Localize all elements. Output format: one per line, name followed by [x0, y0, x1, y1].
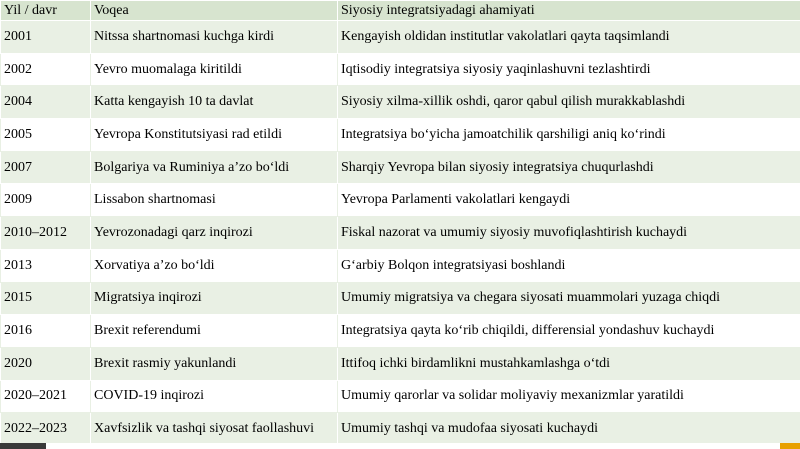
cell-year: 2009 — [1, 184, 91, 217]
header-event: Voqea — [91, 1, 338, 21]
footer-accent-dark — [0, 443, 46, 449]
cell-year: 2022–2023 — [1, 413, 91, 446]
cell-significance: Integratsiya bo‘yicha jamoatchilik qarshiligi aniq ko‘rindi — [338, 119, 800, 152]
cell-year: 2020 — [1, 347, 91, 380]
table-row — [1, 53, 800, 86]
cell-event: Lissabon shartnomasi — [91, 184, 338, 217]
cell-year: 2015 — [1, 282, 91, 315]
cell-year: 2016 — [1, 315, 91, 348]
cell-event: Yevrozonadagi qarz inqirozi — [91, 217, 338, 250]
cell-significance: Ittifoq ichki birdamlikni mustahkamlashga o‘tdi — [338, 347, 800, 380]
cell-year: 2001 — [1, 21, 91, 54]
table-row — [1, 184, 800, 217]
cell-event: Brexit rasmiy yakunlandi — [91, 347, 338, 380]
cell-event: Xavfsizlik va tashqi siyosat faollashuvi — [91, 413, 338, 446]
cell-year: 2020–2021 — [1, 380, 91, 413]
slide-footer-bar — [0, 443, 800, 449]
header-significance: Siyosiy integratsiyadagi ahamiyati — [338, 1, 800, 21]
table-row — [1, 380, 800, 413]
table-row — [1, 413, 800, 446]
cell-significance: Fiskal nazorat va umumiy siyosiy muvofiqlashtirish kuchaydi — [338, 217, 800, 250]
cell-year: 2007 — [1, 151, 91, 184]
cell-significance: Umumiy tashqi va mudofaa siyosati kuchaydi — [338, 413, 800, 446]
cell-year: 2010–2012 — [1, 217, 91, 250]
table-row — [1, 282, 800, 315]
table-header-row — [1, 1, 800, 21]
cell-event: Xorvatiya a’zo bo‘ldi — [91, 249, 338, 282]
table-row — [1, 315, 800, 348]
cell-event: COVID-19 inqirozi — [91, 380, 338, 413]
table-header — [1, 1, 800, 21]
cell-event: Yevro muomalaga kiritildi — [91, 53, 338, 86]
cell-significance: Umumiy qarorlar va solidar moliyaviy mexanizmlar yaratildi — [338, 380, 800, 413]
table-row — [1, 151, 800, 184]
cell-event: Yevropa Konstitutsiyasi rad etildi — [91, 119, 338, 152]
cell-year: 2002 — [1, 53, 91, 86]
cell-significance: Siyosiy xilma-xillik oshdi, qaror qabul qilish murakkablashdi — [338, 86, 800, 119]
table-row — [1, 347, 800, 380]
table-row — [1, 21, 800, 54]
cell-significance: Integratsiya qayta ko‘rib chiqildi, differensial yondashuv kuchaydi — [338, 315, 800, 348]
footer-accent-orange — [780, 443, 800, 449]
header-year: Yil / davr — [1, 1, 91, 21]
cell-year: 2004 — [1, 86, 91, 119]
cell-significance: Kengayish oldidan institutlar vakolatlari qayta taqsimlandi — [338, 21, 800, 54]
cell-event: Brexit referendumi — [91, 315, 338, 348]
table-row — [1, 249, 800, 282]
cell-event: Migratsiya inqirozi — [91, 282, 338, 315]
cell-significance: Yevropa Parlamenti vakolatlari kengaydi — [338, 184, 800, 217]
cell-event: Katta kengayish 10 ta davlat — [91, 86, 338, 119]
table-row — [1, 86, 800, 119]
table-row — [1, 119, 800, 152]
cell-significance: G‘arbiy Bolqon integratsiyasi boshlandi — [338, 249, 800, 282]
cell-event: Nitssa shartnomasi kuchga kirdi — [91, 21, 338, 54]
table-body — [1, 21, 800, 446]
cell-significance: Umumiy migratsiya va chegara siyosati muammolari yuzaga chiqdi — [338, 282, 800, 315]
cell-significance: Iqtisodiy integratsiya siyosiy yaqinlashuvni tezlashtirdi — [338, 53, 800, 86]
table-row — [1, 217, 800, 250]
cell-year: 2005 — [1, 119, 91, 152]
cell-year: 2013 — [1, 249, 91, 282]
cell-significance: Sharqiy Yevropa bilan siyosiy integratsiya chuqurlashdi — [338, 151, 800, 184]
cell-event: Bolgariya va Ruminiya a’zo bo‘ldi — [91, 151, 338, 184]
